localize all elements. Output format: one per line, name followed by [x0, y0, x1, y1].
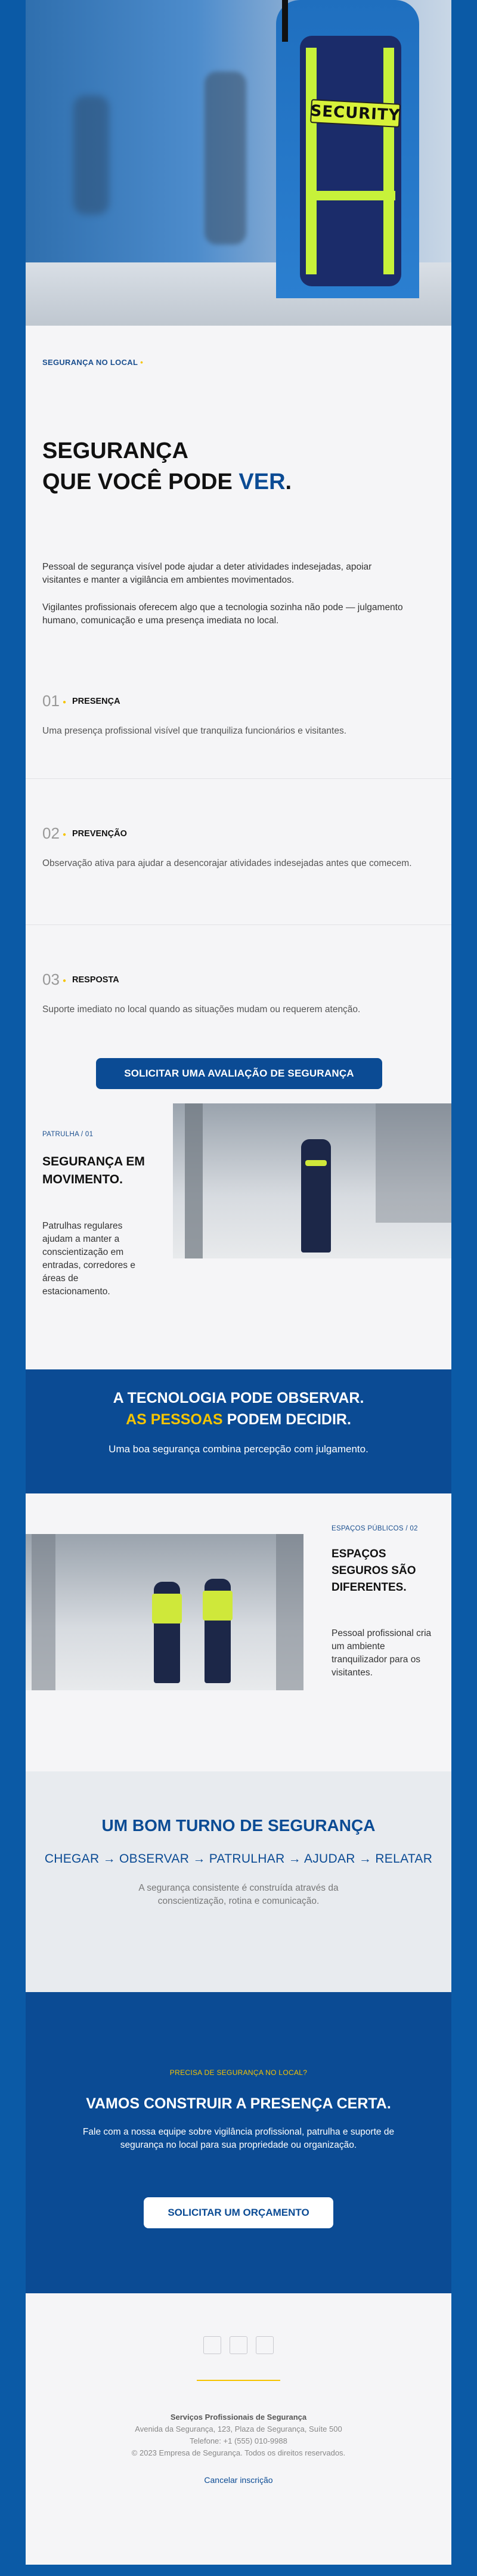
- image-wall: [376, 1103, 451, 1223]
- cta-eyebrow: PRECISA DE SEGURANÇA NO LOCAL?: [169, 2068, 308, 2077]
- intro-eyebrow-text: SEGURANÇA NO LOCAL: [42, 358, 138, 367]
- image-storefront: [32, 1534, 55, 1690]
- public-spaces-title: ESPAÇOS SEGUROS SÃO DIFERENTES.: [332, 1548, 416, 1594]
- intro-paragraph-2: Vigilantes profissionais oferecem algo que a tecnologia sozinha não pode — julgamento humano, comunicação e uma presença imediata no local.: [42, 602, 403, 626]
- divider: [26, 778, 451, 779]
- social-icon[interactable]: [230, 2336, 247, 2354]
- hero-image: [26, 0, 451, 326]
- patrol-eyebrow: PATRULHA / 01: [42, 1131, 94, 1138]
- divider: [26, 924, 451, 925]
- public-spaces-text: Pessoal profissional cria um ambiente tranquilizador para os visitantes.: [332, 1628, 432, 1678]
- request-assessment-button[interactable]: SOLICITAR UMA AVALIAÇÃO DE SEGURANÇA: [96, 1058, 382, 1089]
- social-icon[interactable]: [203, 2336, 221, 2354]
- vest-label: SECURITY: [310, 99, 401, 128]
- feature-number: 01: [42, 692, 60, 710]
- title-line-1: SEGURANÇA: [42, 438, 188, 463]
- public-spaces-eyebrow: ESPAÇOS PÚBLICOS / 02: [332, 1525, 418, 1532]
- cta-title: VAMOS CONSTRUIR A PRESENÇA CERTA.: [86, 2095, 391, 2112]
- image-vest: [203, 1591, 233, 1621]
- feature-label: PREVENÇÃO: [72, 829, 127, 839]
- band-subtitle: Uma boa segurança combina percepção com julgamento.: [109, 1443, 368, 1455]
- page-title: [42, 435, 292, 497]
- footer-rule: [197, 2380, 280, 2381]
- cta-section: [26, 1992, 451, 2293]
- feature-number: 03: [42, 970, 60, 988]
- image-storefront: [276, 1534, 303, 1690]
- feature-dot-icon: ●: [63, 831, 67, 838]
- image-pillar: [185, 1103, 203, 1258]
- footer: [26, 2293, 451, 2565]
- request-quote-button[interactable]: SOLICITAR UM ORÇAMENTO: [144, 2197, 333, 2228]
- vest-stripe: [383, 48, 394, 274]
- footer-phone: Telefone: +1 (555) 010-9988: [190, 2436, 287, 2445]
- hero-background-person: [73, 95, 109, 215]
- vest-stripe: [306, 48, 317, 274]
- title-accent: VER: [238, 469, 286, 494]
- feature-description: Suporte imediato no local quando as situações mudam ou requerem atenção.: [42, 1004, 361, 1015]
- footer-company: Serviços Profissionais de Segurança: [170, 2413, 307, 2422]
- feature-label: PRESENÇA: [72, 697, 120, 706]
- social-links: [26, 2336, 451, 2354]
- hero-background-person: [205, 72, 246, 245]
- patrol-text: Patrulhas regulares ajudam a manter a conscientização em entradas, corredores e áreas de estacionamento.: [42, 1221, 135, 1297]
- intro-eyebrow: [42, 358, 143, 367]
- intro-paragraph-1: Pessoal de segurança visível pode ajudar a deter atividades indesejadas, apoiar visitantes e manter a vigilância em ambientes movimentados.: [42, 562, 372, 585]
- patrol-title: SEGURANÇA EM MOVIMENTO.: [42, 1155, 145, 1186]
- feature-dot-icon: ●: [63, 978, 67, 984]
- feature-description: Uma presença profissional visível que tranquiliza funcionários e visitantes.: [42, 726, 347, 736]
- shift-section: [26, 1771, 451, 1992]
- unsubscribe-link[interactable]: Cancelar inscrição: [204, 2475, 273, 2485]
- footer-copyright: © 2023 Empresa de Segurança. Todos os direitos reservados.: [131, 2448, 346, 2457]
- feature-description: Observação ativa para ajudar a desencorajar atividades indesejadas antes que comecem.: [42, 858, 412, 868]
- feature-number: 02: [42, 824, 60, 842]
- footer-address: Avenida da Segurança, 123, Plaza de Segurança, Suíte 500: [135, 2425, 342, 2433]
- image-guard: [301, 1139, 331, 1253]
- radio-antenna: [282, 0, 288, 42]
- public-spaces-image: [26, 1534, 303, 1690]
- shift-description: A segurança consistente é construída através da conscientização, rotina e comunicação.: [138, 1883, 339, 1906]
- image-vest-stripe: [305, 1160, 327, 1166]
- cta-description: Fale com a nossa equipe sobre vigilância profissional, patrulha e suporte de segurança no local para sua propriedade ou organização.: [82, 2127, 395, 2150]
- shift-title: UM BOM TURNO DE SEGURANÇA: [101, 1816, 376, 1835]
- title-line-2: [42, 466, 292, 497]
- band-accent: AS PESSOAS: [126, 1411, 223, 1428]
- feature-dot-icon: ●: [63, 699, 67, 706]
- title-line-2-text: QUE VOCÊ PODE: [42, 469, 239, 494]
- patrol-image: [173, 1103, 451, 1258]
- email-card: [26, 0, 451, 2565]
- quote-band: [26, 1369, 451, 1493]
- shift-flow: CHEGAR → OBSERVAR → PATRULHAR → AJUDAR → RELATAR: [44, 1852, 433, 1866]
- title-period: .: [285, 469, 292, 494]
- eyebrow-dot: •: [140, 358, 144, 367]
- band-line-2-text: PODEM DECIDIR.: [222, 1411, 351, 1428]
- feature-label: RESPOSTA: [72, 975, 119, 985]
- band-line-2: [26, 1409, 451, 1430]
- image-vest: [152, 1594, 182, 1623]
- social-icon[interactable]: [256, 2336, 274, 2354]
- vest-stripe: [306, 191, 395, 200]
- band-line-1: A TECNOLOGIA PODE OBSERVAR.: [113, 1390, 364, 1406]
